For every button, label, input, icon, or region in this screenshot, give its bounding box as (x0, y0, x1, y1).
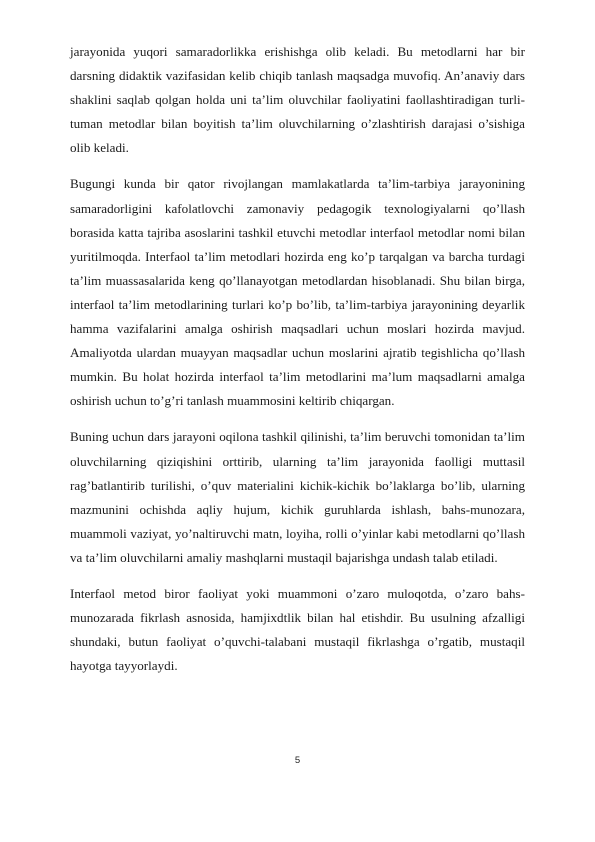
paragraph-4: Interfaol metod biror faoliyat yoki muammoni o’zaro muloqotda, o’zaro bahs-munozarada fikrlash asnosida, hamjixdtlik bilan hal etishdir. Bu usulning afzalligi shundaki, butun faoliyat o’quvchi-talabani mustaqil fikrlashga o’rgatib, mustaqil hayotga tayyorlaydi. (70, 585, 525, 674)
page-number: 5 (294, 755, 301, 766)
paragraph-1: jarayonida yuqori samaradorlikka erishishga olib keladi. Bu metodlarni har bir darsning didaktik vazifasidan kelib chiqib tanlash maqsadga muvofiq. An’anaviy dars shaklini saqlab qolgan holda uni ta’lim oluvchilar faoliyatini faollashtiradigan turli-tuman metodlar bilan boyitish ta’lim oluvchilarning o’zlashtirish darajasi o’sishiga olib keladi. (70, 44, 525, 156)
document-body (70, 40, 525, 690)
paragraph-2: Bugungi kunda bir qator rivojlangan mamlakatlarda ta’lim-tarbiya jarayonining samaradorligini kafolatlovchi zamonaviy pedagogik texnologiyalarni qo’llash borasida katta tajriba asoslarini tashkil etuvchi metodlar interfaol metodlar nomi bilan yuritilmoqda. Interfaol ta’lim metodlari hozirda eng ko’p tarqalgan va barcha turdagi ta’lim muassasalarida keng qo’llanayotgan metodlardan hisoblanadi. Shu bilan birga, interfaol ta’lim metodlarining turlari ko’p bo’lib, ta’lim-tarbiya jarayonining deyarlik hamma vazifalarini amalga oshirish maqsadlari uchun moslari hozirda mavjud. Amaliyotda ulardan muayyan maqsadlar uchun moslarini ajratib tegishlicha qo’llash mumkin. Bu holat hozirda interfaol ta’lim metodlarini ma’lum maqsadlarni amalga oshirish uchun to’g’ri tanlash muammosini keltirib chiqargan. (70, 176, 525, 409)
paragraph-3: Buning uchun dars jarayoni oqilona tashkil qilinishi, ta’lim beruvchi tomonidan ta’lim oluvchilarning qiziqishini orttirib, ularning ta’lim jarayonida faolligi muttasil rag’batlantirib turilishi, o’quv materialini kichik-kichik bo’laklarga bo’lib, ularning mazmunini ochishda aqliy hujum, kichik guruhlarda ishlash, bahs-munozara, muammoli vaziyat, yo’naltiruvchi matn, loyiha, rolli o’yinlar kabi metodlarni qo’llash va ta’lim oluvchilarni amaliy mashqlarni mustaqil bajarishga undash talab etiladi. (70, 429, 525, 565)
